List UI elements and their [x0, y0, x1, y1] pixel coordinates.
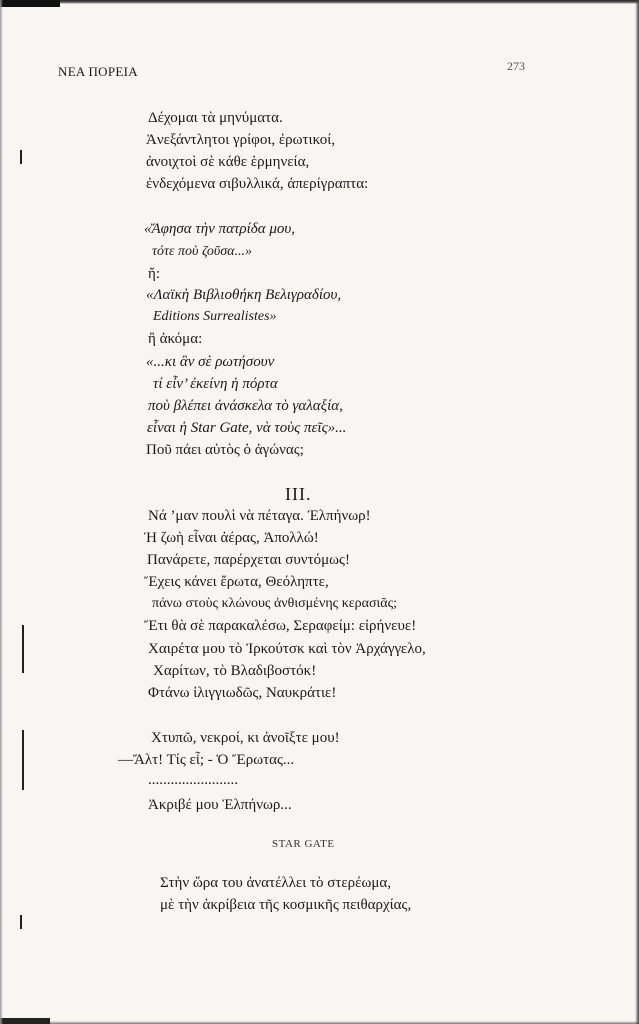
page-number: 273 — [507, 59, 525, 73]
page-right-edge — [635, 0, 639, 1024]
poem-line: Φτάνω ἰλιγγιωδῶς, Ναυκράτιε! — [148, 685, 337, 701]
running-header-title: ΝΕΑ ΠΟΡΕΙΑ — [58, 64, 138, 79]
section-number: III. — [285, 484, 312, 504]
poem-line: τότε ποὺ ζοῦσα...» — [152, 244, 253, 259]
poem-line: Πανάρετε, παρέρχεται συντόμως! — [147, 552, 350, 568]
page-bottom-corner — [0, 1018, 50, 1024]
poem-line: Νά ’μαν πουλὶ νὰ πέταγα. Ἐλπήνωρ! — [148, 508, 371, 524]
margin-mark — [20, 150, 22, 164]
poem-line: Ἡ ζωὴ εἶναι ἀέρας, Ἀπολλώ! — [144, 530, 319, 546]
poem-line: «Ἄφησα τὴν πατρίδα μου, — [144, 221, 296, 237]
section-title: STAR GATE — [272, 838, 335, 850]
page-left-edge — [0, 0, 3, 1024]
poem-line: μὲ τὴν ἀκρίβεια τῆς κοσμικῆς πειθαρχίας, — [160, 897, 412, 913]
poem-line: Editions Surrealistes» — [153, 309, 277, 324]
poem-ellipsis-line: ........................ — [148, 772, 238, 788]
poem-line: πάνω στοὺς κλώνους ἀνθισμένης κερασιᾶς; — [152, 596, 398, 611]
poem-line: Στὴν ὥρα του ἀνατέλλει τὸ στερέωμα, — [160, 875, 391, 891]
poem-line: ἀνοιχτοὶ σὲ κάθε ἑρμηνεία, — [146, 154, 310, 170]
poem-line: Χαιρέτα μου τὸ Ἰρκούτσκ καὶ τὸν Ἀρχάγγελο, — [148, 641, 426, 657]
poem-line: Ποῦ πάει αὐτὸς ὁ ἀγώνας; — [146, 442, 304, 458]
poem-line: ἢ ἀκόμα: — [148, 331, 203, 347]
poem-line: «Λαϊκὴ Βιβλιοθήκη Βελιγραδίου, — [146, 287, 342, 303]
poem-line: ποὺ βλέπει ἀνάσκελα τὸ γαλαξία, — [148, 398, 343, 414]
page-top-corner — [0, 0, 60, 7]
poem-line: Ἔχεις κάνει ἔρωτα, Θεόληπτε, — [144, 574, 329, 590]
poem-line: Χτυπῶ, νεκροί, κι ἀνοῖξτε μου! — [151, 730, 340, 746]
poem-line: Χαρίτων, τὸ Βλαδιβοστόκ! — [153, 663, 317, 679]
poem-line: «...κι ἂν σὲ ρωτήσουν — [146, 354, 275, 370]
margin-mark — [22, 625, 24, 673]
poem-line: ἤ: — [148, 266, 161, 282]
poem-line: Ἀκριβέ μου Ἐλπήνωρ... — [148, 797, 292, 813]
margin-mark — [22, 730, 24, 790]
poem-line: εἶναι ἡ Star Gate, νὰ τοὺς πεῖς»... — [147, 420, 347, 436]
poem-line: Δέχομαι τὰ μηνύματα. — [148, 110, 283, 126]
page-top-edge — [0, 0, 639, 4]
poem-line: —Ἄλτ! Τίς εἶ; - Ὁ Ἔρωτας... — [118, 752, 295, 768]
margin-mark — [20, 915, 22, 929]
poem-line: Ἀνεξάντλητοι γρίφοι, ἐρωτικοί, — [146, 132, 336, 148]
poem-line: Ἔτι θὰ σὲ παρακαλέσω, Σεραφείμ: εἰρήνευε! — [144, 618, 417, 634]
poem-line: τί εἶν’ ἐκείνη ἡ πόρτα — [153, 376, 278, 392]
poem-line: ἐνδεχόμενα σιβυλλικά, ἀπερίγραπτα: — [146, 176, 369, 192]
